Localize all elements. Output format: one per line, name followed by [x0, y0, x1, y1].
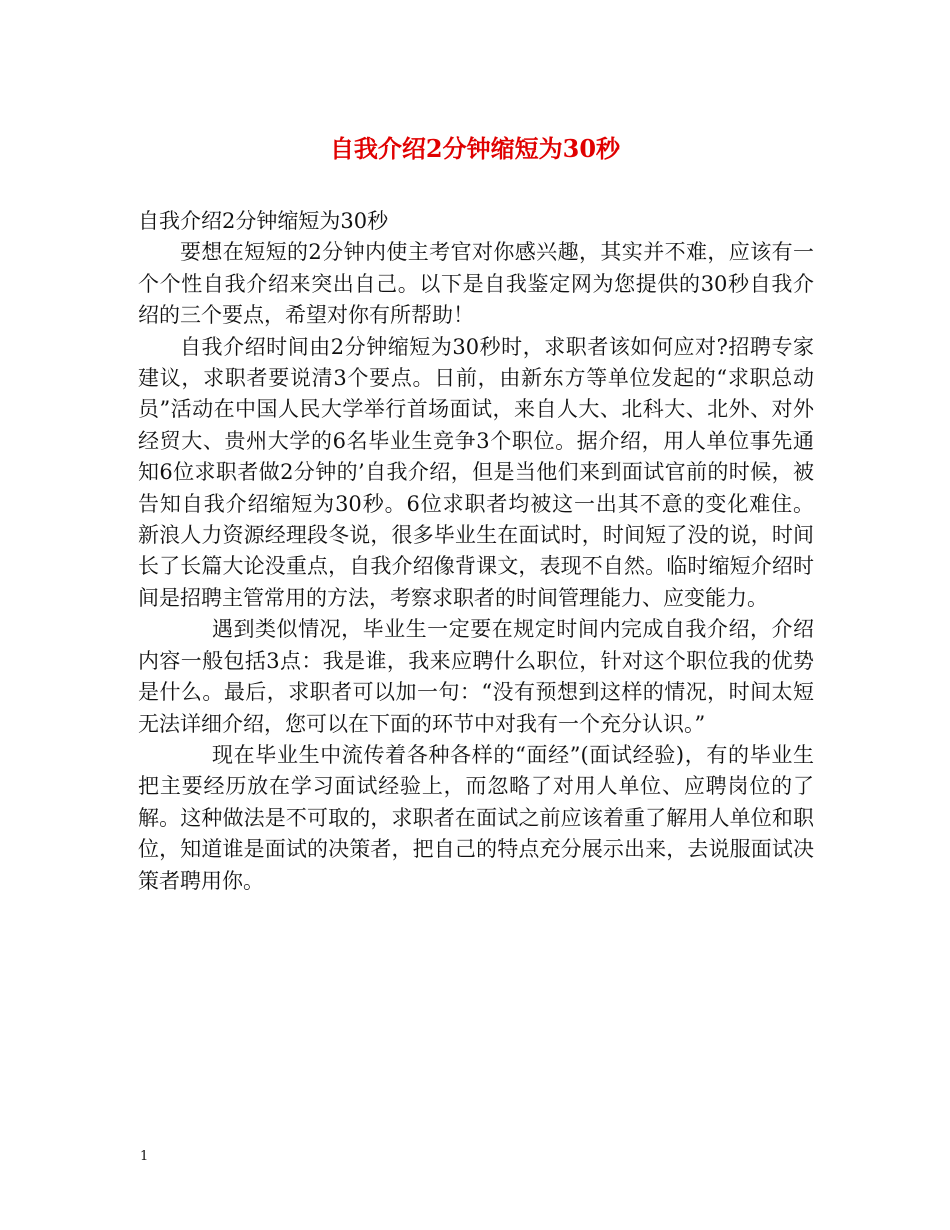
document-body	[138, 206, 814, 897]
intro-paragraph: 要想在短短的2分钟内使主考官对你感兴趣，其实并不难，应该有一个个性自我介绍来突出自己。以下是自我鉴定网为您提供的30秒自我介绍的三个要点，希望对你有所帮助！	[138, 240, 814, 328]
background-paragraph: 自我介绍时间由2分钟缩短为30秒时，求职者该如何应对?招聘专家建议，求职者要说清3个要点。日前，由新东方等单位发起的“求职总动员”活动在中国人民大学举行首场面试，来自人大、北科大、北外、对外经贸大、贵州大学的6名毕业生竞争3个职位。据介绍，用人单位事先通知6位求职者做2分钟的’自我介绍，但是当他们来到面试官前的时候，被告知自我介绍缩短为30秒。6位求职者均被这一出其不意的变化难住。 新浪人力资源经理段冬说，很多毕业生在面试时，时间短了没的说，时间长了长篇大论没重点，自我介绍像背课文，表现不自然。临时缩短介绍时间是招聘主管常用的方法，考察求职者的时间管理能力、应变能力。	[138, 334, 814, 610]
advice-paragraph: 遇到类似情况，毕业生一定要在规定时间内完成自我介绍，介绍内容一般包括3点：我是谁，我来应聘什么职位，针对这个职位我的优势是什么。最后，求职者可以加一句：“没有预想到这样的情况，时间太短无法详细介绍，您可以在下面的环节中对我有一个充分认识。”	[138, 617, 814, 736]
subtitle-paragraph: 自我介绍2分钟缩短为30秒	[138, 209, 389, 233]
page-number: 1	[140, 1149, 149, 1164]
conclusion-paragraph: 现在毕业生中流传着各种各样的“面经”(面试经验)，有的毕业生把主要经历放在学习面试经验上，而忽略了对用人单位、应聘岗位的了解。这种做法是不可取的，求职者在面试之前应该着重了解用人单位和职位，知道谁是面试的决策者，把自己的特点充分展示出来，去说服面试决策者聘用你。	[138, 742, 814, 893]
document-title: 自我介绍2分钟缩短为30秒	[329, 134, 621, 163]
